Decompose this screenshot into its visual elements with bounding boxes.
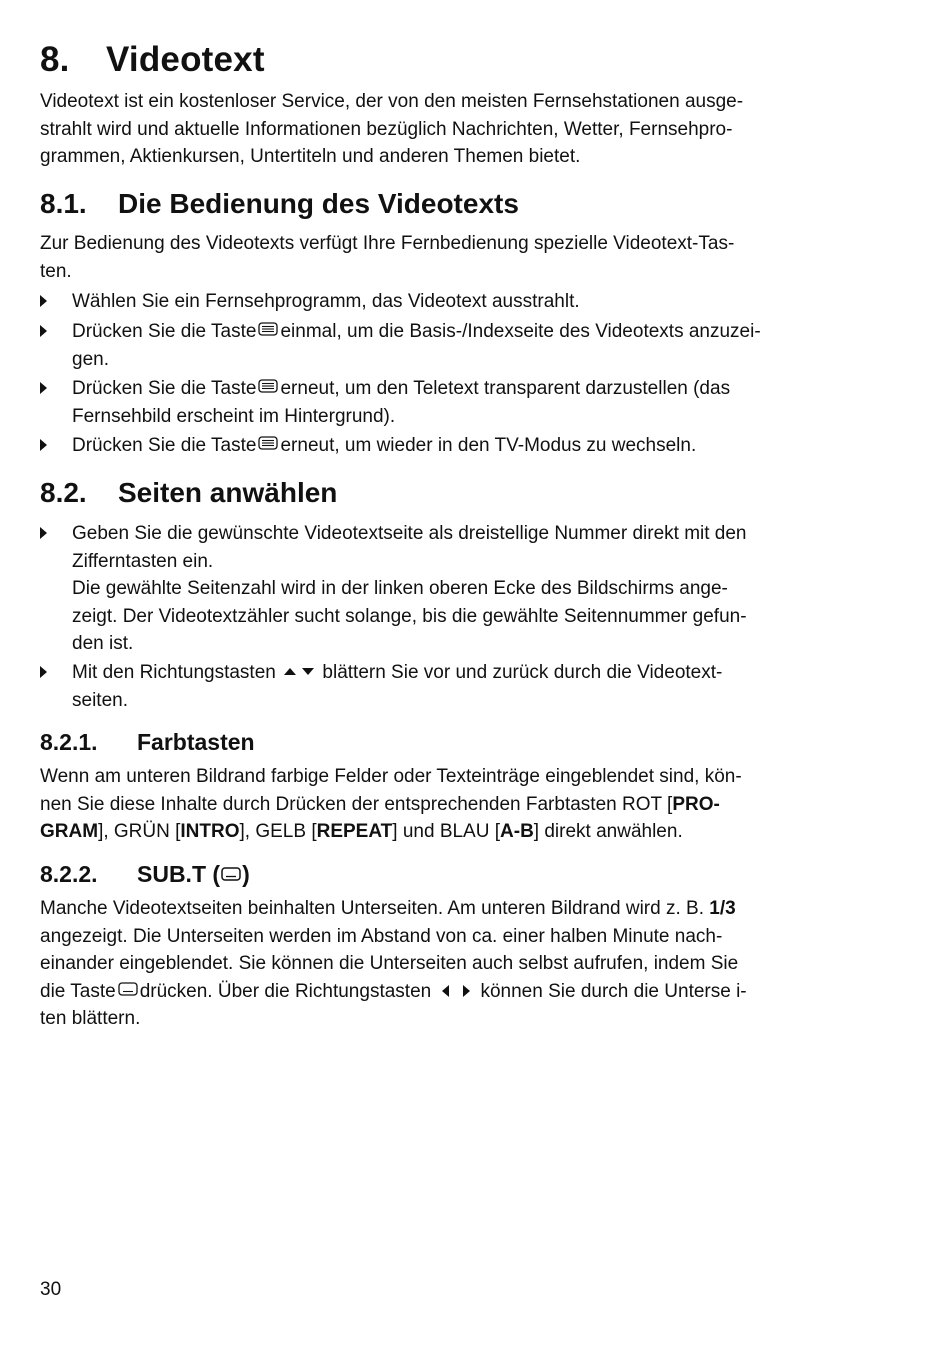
section-title: Seiten anwählen	[118, 477, 338, 508]
text-line: Wenn am unteren Bildrand farbige Felder oder Texteinträge eingeblendet sind, kön-	[40, 766, 742, 787]
section-number: 8.2.1.	[40, 729, 98, 755]
bullet-arrow-icon	[40, 666, 47, 678]
section-8-1-intro	[40, 230, 835, 285]
text-line: seiten.	[72, 689, 128, 711]
bullet-item	[40, 659, 835, 714]
subtitle-key-icon	[118, 982, 138, 996]
section-8-2-1-heading	[40, 729, 255, 756]
text-segment: können Sie durch die Unterse i-	[480, 980, 747, 1002]
text-line: zeigt. Der Videotextzähler sucht solange, bis die gewählte Seitennummer gefun-	[72, 605, 747, 627]
arrow-right-icon	[463, 985, 470, 997]
arrow-up-icon	[284, 668, 296, 675]
bullet-arrow-icon	[40, 325, 47, 337]
bullet-item	[40, 288, 835, 316]
bullet-arrow-icon	[40, 439, 47, 451]
arrow-down-icon	[302, 668, 314, 675]
section-8-1-heading	[40, 188, 519, 220]
text-line: Wählen Sie ein Fernsehprogramm, das Videotext ausstrahlt.	[72, 291, 580, 312]
text-segment: Drücken Sie die Taste	[72, 321, 257, 342]
key-label: GRAM	[40, 821, 99, 842]
page-number: 30	[40, 1279, 62, 1300]
teletext-key-icon	[258, 322, 278, 336]
key-label: REPEAT	[316, 821, 393, 842]
text-line: Fernsehbild erscheint im Hintergrund).	[72, 405, 396, 427]
bullet-arrow-icon	[40, 382, 47, 394]
text-line: Die gewählte Seitenzahl wird in der linken oberen Ecke des Bildschirms ange-	[72, 578, 728, 599]
section-title-part: SUB.T (	[137, 861, 221, 887]
text-segment: drücken. Über die Richtungstasten	[139, 980, 432, 1002]
section-8-intro	[40, 88, 835, 171]
bullet-arrow-icon	[40, 527, 47, 539]
text-segment: erneut, um den Teletext transparent darzustellen (das	[280, 378, 731, 399]
text-line: Zifferntasten ein.	[72, 550, 214, 572]
section-8-2-1-body	[40, 763, 835, 846]
bullet-item	[40, 520, 835, 658]
subtitle-key-icon	[221, 867, 241, 881]
key-label: INTRO	[180, 821, 240, 842]
key-label: A-B	[500, 821, 534, 842]
text-segment: Drücken Sie die Taste	[72, 435, 257, 456]
text-segment: blättern Sie vor und zurück durch die Videotext-	[322, 662, 723, 683]
text-line: angezeigt. Die Unterseiten werden im Abstand von ca. einer halben Minute nach-	[40, 925, 723, 947]
text-segment: ] und BLAU [	[392, 821, 501, 842]
text-line: Geben Sie die gewünschte Videotextseite als dreistellige Nummer direkt mit den	[72, 523, 747, 544]
bullet-item	[40, 318, 835, 373]
text-line: den ist.	[72, 633, 134, 654]
text-line: Videotext ist ein kostenloser Service, der von den meisten Fernsehstationen ausge-	[40, 91, 744, 112]
section-number: 8.2.	[40, 477, 87, 508]
text-segment: einmal, um die Basis-/Indexseite des Videotexts anzuzei-	[280, 321, 761, 342]
section-8-2-heading	[40, 477, 337, 509]
section-number: 8.1.	[40, 188, 87, 219]
text-segment: Manche Videotextseiten beinhalten Unterseiten. Am unteren Bildrand wird z. B.	[40, 898, 710, 919]
text-segment: ], GRÜN [	[98, 821, 181, 842]
section-title: Die Bedienung des Videotexts	[118, 188, 519, 219]
text-line: ten.	[40, 260, 72, 282]
text-segment: nen Sie diese Inhalte durch Drücken der entsprechenden Farbtasten ROT [	[40, 793, 673, 815]
text-segment: Drücken Sie die Taste	[72, 378, 257, 399]
text-segment: ] direkt anwählen.	[533, 821, 683, 842]
section-8-2-2-heading	[40, 861, 250, 888]
section-8-heading	[40, 40, 265, 80]
key-label: PRO-	[672, 793, 720, 815]
text-line: Zur Bedienung des Videotexts verfügt Ihre Fernbedienung spezielle Videotext-Tas-	[40, 233, 735, 254]
bullet-item	[40, 375, 835, 430]
bullet-item	[40, 432, 835, 460]
arrow-left-icon	[442, 985, 449, 997]
teletext-key-icon	[258, 436, 278, 450]
text-line: strahlt wird und aktuelle Informationen bezüglich Nachrichten, Wetter, Fernsehpro-	[40, 118, 733, 140]
bullet-arrow-icon	[40, 295, 47, 307]
text-segment: erneut, um wieder in den TV-Modus zu wechseln.	[280, 435, 697, 456]
subpage-indicator: 1/3	[709, 898, 736, 919]
text-line: einander eingeblendet. Sie können die Unterseiten auch selbst aufrufen, indem Sie	[40, 953, 739, 974]
text-line: grammen, Aktienkursen, Untertiteln und anderen Themen bietet.	[40, 146, 581, 167]
text-line: gen.	[72, 348, 109, 370]
text-segment: Mit den Richtungstasten	[72, 662, 276, 683]
teletext-key-icon	[258, 379, 278, 393]
section-number: 8.2.2.	[40, 861, 98, 887]
section-title: Videotext	[106, 40, 265, 79]
text-line: ten blättern.	[40, 1008, 141, 1029]
section-title-part: )	[242, 861, 250, 887]
section-number: 8.	[40, 40, 70, 79]
text-segment: ], GELB [	[239, 821, 317, 842]
section-title: Farbtasten	[137, 729, 255, 755]
text-segment: die Taste	[40, 980, 116, 1002]
section-8-2-2-body	[40, 895, 835, 1033]
